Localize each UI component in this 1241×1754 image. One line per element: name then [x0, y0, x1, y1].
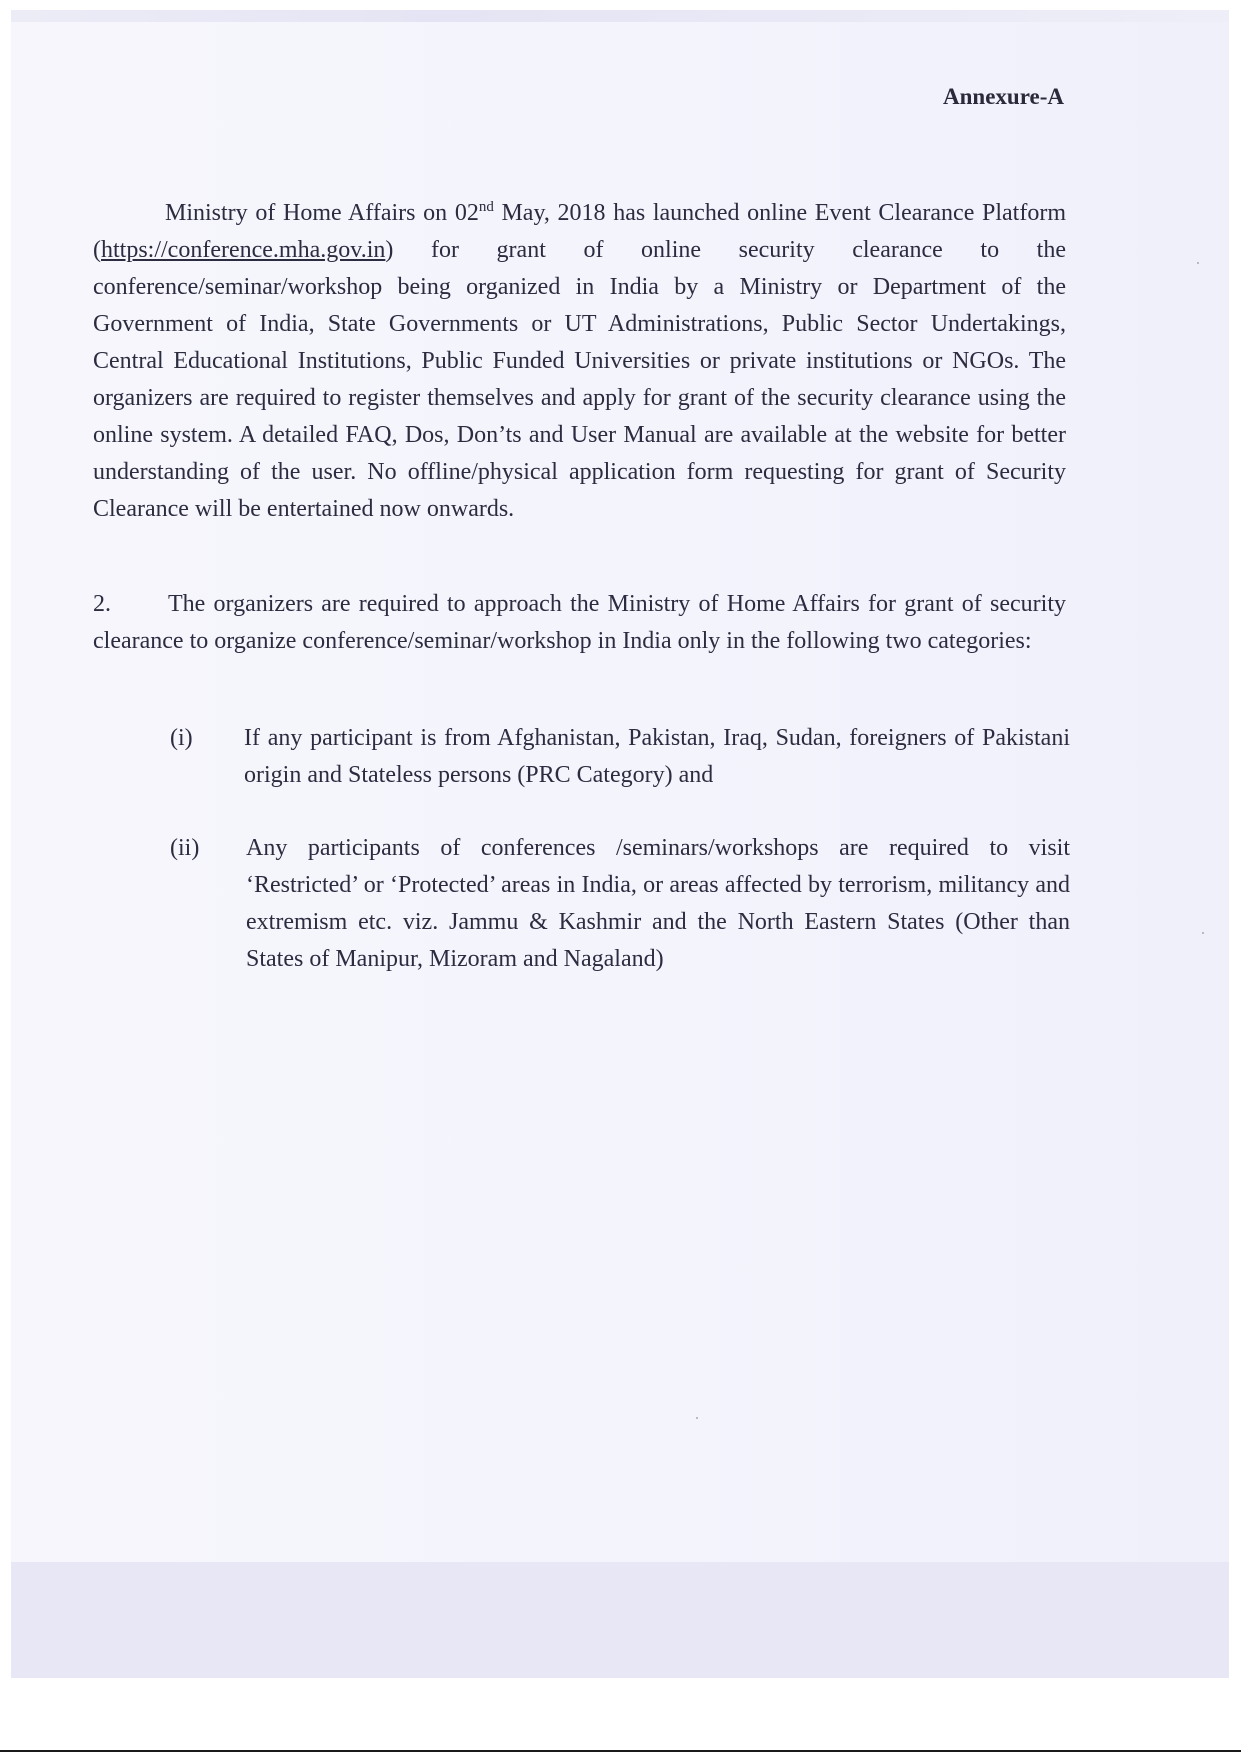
scan-speck: [1197, 262, 1199, 264]
paragraph-event-clearance-platform: [93, 195, 1066, 528]
annexure-heading: Annexure-A: [943, 84, 1064, 109]
paragraph-1-text-before-link: May, 2018 has launched online Event Clearance Platform (: [93, 200, 1066, 263]
scan-speck: [696, 1417, 698, 1419]
page-bottom-edge: [0, 1750, 1241, 1752]
list-marker: (ii): [170, 835, 200, 861]
list-marker: (i): [170, 725, 193, 751]
scan-top-shadow: [11, 10, 1229, 22]
date-ordinal-superscript: nd: [478, 199, 494, 215]
scan-bottom-band: [11, 1562, 1229, 1678]
paragraph-approach-requirements: [93, 586, 1066, 660]
paragraph-1-text-start: Ministry of Home Affairs on 02: [165, 200, 479, 226]
conference-portal-link[interactable]: https://conference.mha.gov.in: [101, 237, 386, 263]
paragraph-number: 2.: [93, 591, 111, 617]
paragraph-2-text: The organizers are required to approach the Ministry of Home Affairs for grant of security clearance to organize conference/seminar/workshop in India only in the following two categories:: [93, 591, 1066, 654]
category-text: If any participant is from Afghanistan, Pakistan, Iraq, Sudan, foreigners of Pakistani origin and Stateless persons (PRC Category) and: [244, 725, 1070, 788]
paragraph-1-text-end: ) for grant of online security clearance to the conference/seminar/workshop being organized in India by a Ministry or Department of the Government of India, State Governments or UT Administrations, Public Sector Undertakings, Central Educational Institutions, Public Funded Universities or private institutions or NGOs. The organizers are required to register themselves and apply for grant of the security clearance using the online system. A detailed FAQ, Dos, Don’ts and User Manual are available at the website for better understanding of the user. No offline/physical application form requesting for grant of Security Clearance will be entertained now onwards.: [93, 237, 1066, 522]
category-text: Any participants of conferences /seminars/workshops are required to visit ‘Restricted’ or ‘Protected’ areas in India, or areas affected by terrorism, militancy and extremism etc. viz. Jammu & Kashmir and the North Eastern States (Other than States of Manipur, Mizoram and Nagaland): [246, 835, 1070, 972]
scan-speck: [1202, 932, 1204, 934]
